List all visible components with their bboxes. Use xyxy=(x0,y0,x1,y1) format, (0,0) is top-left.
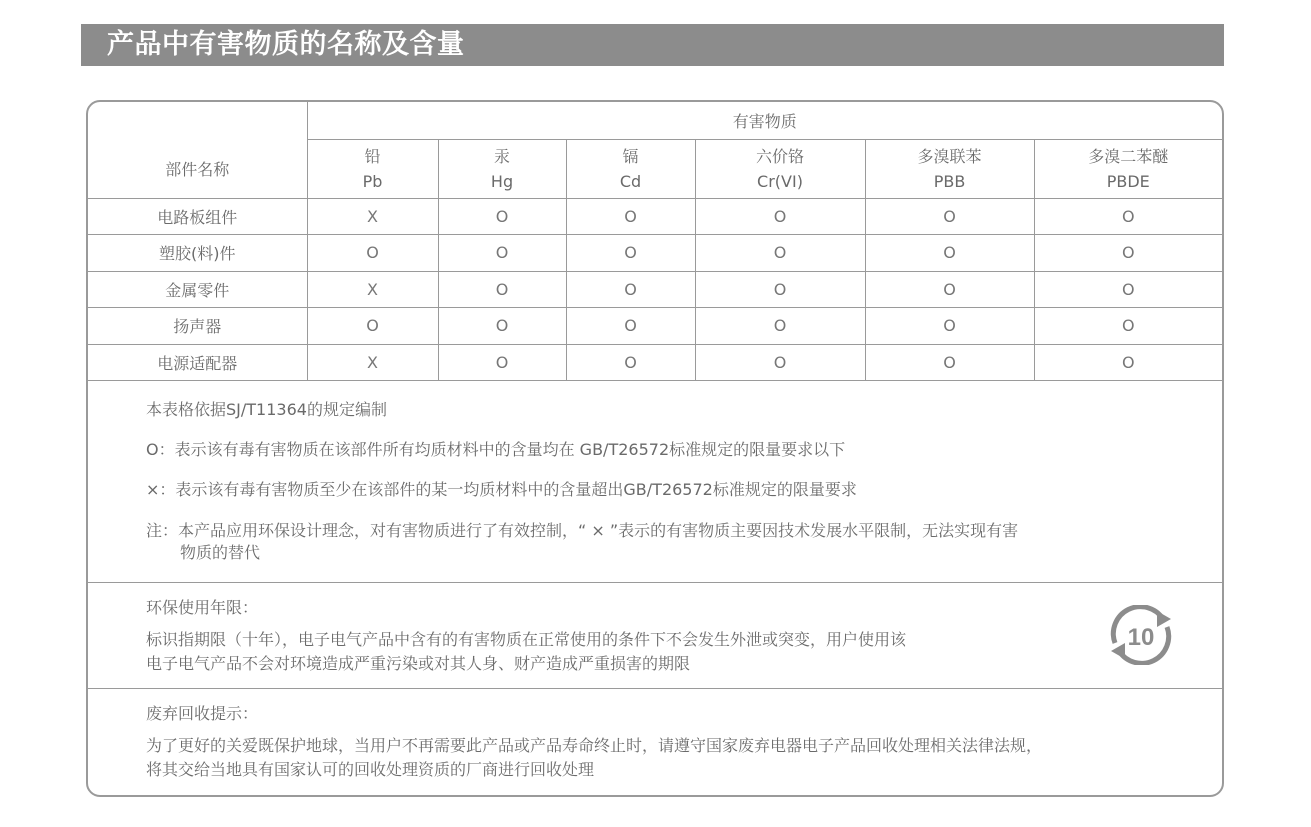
compliance-mark: O xyxy=(865,308,1034,345)
design-note: 注：本产品应用环保设计理念，对有害物质进行了有效控制，“ × ”表示的有害物质主要因技术发展水平限制，无法实现有害 xyxy=(146,521,1019,540)
substance-header xyxy=(695,139,865,198)
compliance-mark: O xyxy=(1034,344,1222,381)
compliance-mark: O xyxy=(566,198,695,235)
recycle-text-line: 将其交给当地具有国家认可的回收处理资质的厂商进行回收处理 xyxy=(146,760,595,779)
compliance-mark: O xyxy=(695,344,865,381)
substance-name: 多溴联苯 xyxy=(917,146,982,166)
substance-name: 铅 xyxy=(364,146,381,166)
compliance-mark: O xyxy=(1034,308,1222,345)
compliance-mark: O xyxy=(695,198,865,235)
compliance-mark: X xyxy=(307,198,438,235)
page-title: 产品中有害物质的名称及含量 xyxy=(81,24,1224,66)
compliance-mark: X xyxy=(307,344,438,381)
substance-header xyxy=(1034,139,1222,198)
table-row xyxy=(88,235,1222,272)
compliance-mark: O xyxy=(566,271,695,308)
hazardous-substance-table xyxy=(88,102,1222,381)
compliance-mark: O xyxy=(1034,235,1222,272)
substance-header xyxy=(438,139,566,198)
substance-name: 六价铬 xyxy=(755,146,804,166)
table-row xyxy=(88,308,1222,345)
substance-header xyxy=(865,139,1034,198)
substance-symbol: Hg xyxy=(490,171,514,191)
part-name-header: 部件名称 xyxy=(88,102,307,198)
table-row xyxy=(88,271,1222,308)
table-row xyxy=(88,198,1222,235)
substance-symbol: Pb xyxy=(362,171,383,191)
compliance-mark: O xyxy=(438,198,566,235)
substance-header xyxy=(307,139,438,198)
recycling-notice-section xyxy=(88,689,1222,795)
substance-symbol: Cd xyxy=(619,171,642,191)
substance-symbol: PBDE xyxy=(1106,171,1150,191)
compliance-mark: O xyxy=(695,271,865,308)
substance-name: 多溴二苯醚 xyxy=(1088,146,1169,166)
environmental-use-period-section xyxy=(88,583,1222,689)
compliance-mark: O xyxy=(566,308,695,345)
substance-name: 汞 xyxy=(493,146,510,166)
compliance-mark: O xyxy=(865,235,1034,272)
substance-header xyxy=(566,139,695,198)
compliance-mark: O xyxy=(1034,271,1222,308)
substance-name: 镉 xyxy=(622,146,639,166)
design-note-continued: 物质的替代 xyxy=(180,543,261,562)
compliance-mark: O xyxy=(307,308,438,345)
info-panel xyxy=(86,100,1224,797)
part-name: 电源适配器 xyxy=(88,344,307,381)
standard-basis-note: 本表格依据SJ/T11364的规定编制 xyxy=(146,400,387,419)
compliance-mark: O xyxy=(695,235,865,272)
part-name: 电路板组件 xyxy=(88,198,307,235)
compliance-mark: O xyxy=(438,344,566,381)
part-name: 塑胶(料)件 xyxy=(88,235,307,272)
epu-text-line: 标识指期限（十年），电子电气产品中含有的有害物质在正常使用的条件下不会发生外泄或突变，用户使用该 xyxy=(146,630,907,649)
compliance-mark: O xyxy=(865,344,1034,381)
compliance-mark: X xyxy=(307,271,438,308)
compliance-mark: O xyxy=(865,271,1034,308)
part-name: 扬声器 xyxy=(88,308,307,345)
epu-text-line: 电子电气产品不会对环境造成严重污染或对其人身、财产造成严重损害的期限 xyxy=(146,654,691,673)
compliance-mark: O xyxy=(307,235,438,272)
recycle-heading: 废弃回收提示： xyxy=(146,704,259,723)
compliance-mark: O xyxy=(438,271,566,308)
compliance-mark: O xyxy=(566,344,695,381)
o-symbol-note: O：表示该有毒有害物质在该部件所有均质材料中的含量均在 GB/T26572标准规定的限量要求以下 xyxy=(146,440,846,459)
compliance-mark: O xyxy=(695,308,865,345)
compliance-mark: O xyxy=(1034,198,1222,235)
x-symbol-note: ×：表示该有毒有害物质至少在该部件的某一均质材料中的含量超出GB/T26572标准规定的限量要求 xyxy=(146,480,857,499)
compliance-mark: O xyxy=(865,198,1034,235)
notes-section xyxy=(88,383,1222,583)
substance-symbol: Cr(VI) xyxy=(757,171,803,191)
compliance-mark: O xyxy=(566,235,695,272)
recycle-text-line: 为了更好的关爱既保护地球，当用户不再需要此产品或产品寿命终止时，请遵守国家废弃电器电子产品回收处理相关法律法规， xyxy=(146,736,1043,755)
epu-logo-number: 10 xyxy=(1127,624,1155,651)
hazardous-substances-header: 有害物质 xyxy=(307,102,1222,139)
substance-symbol: PBB xyxy=(933,171,966,191)
epu-heading: 环保使用年限： xyxy=(146,598,259,617)
compliance-mark: O xyxy=(438,308,566,345)
epu-10-year-logo-icon xyxy=(1105,605,1177,665)
compliance-mark: O xyxy=(438,235,566,272)
part-name: 金属零件 xyxy=(88,271,307,308)
table-row xyxy=(88,344,1222,381)
